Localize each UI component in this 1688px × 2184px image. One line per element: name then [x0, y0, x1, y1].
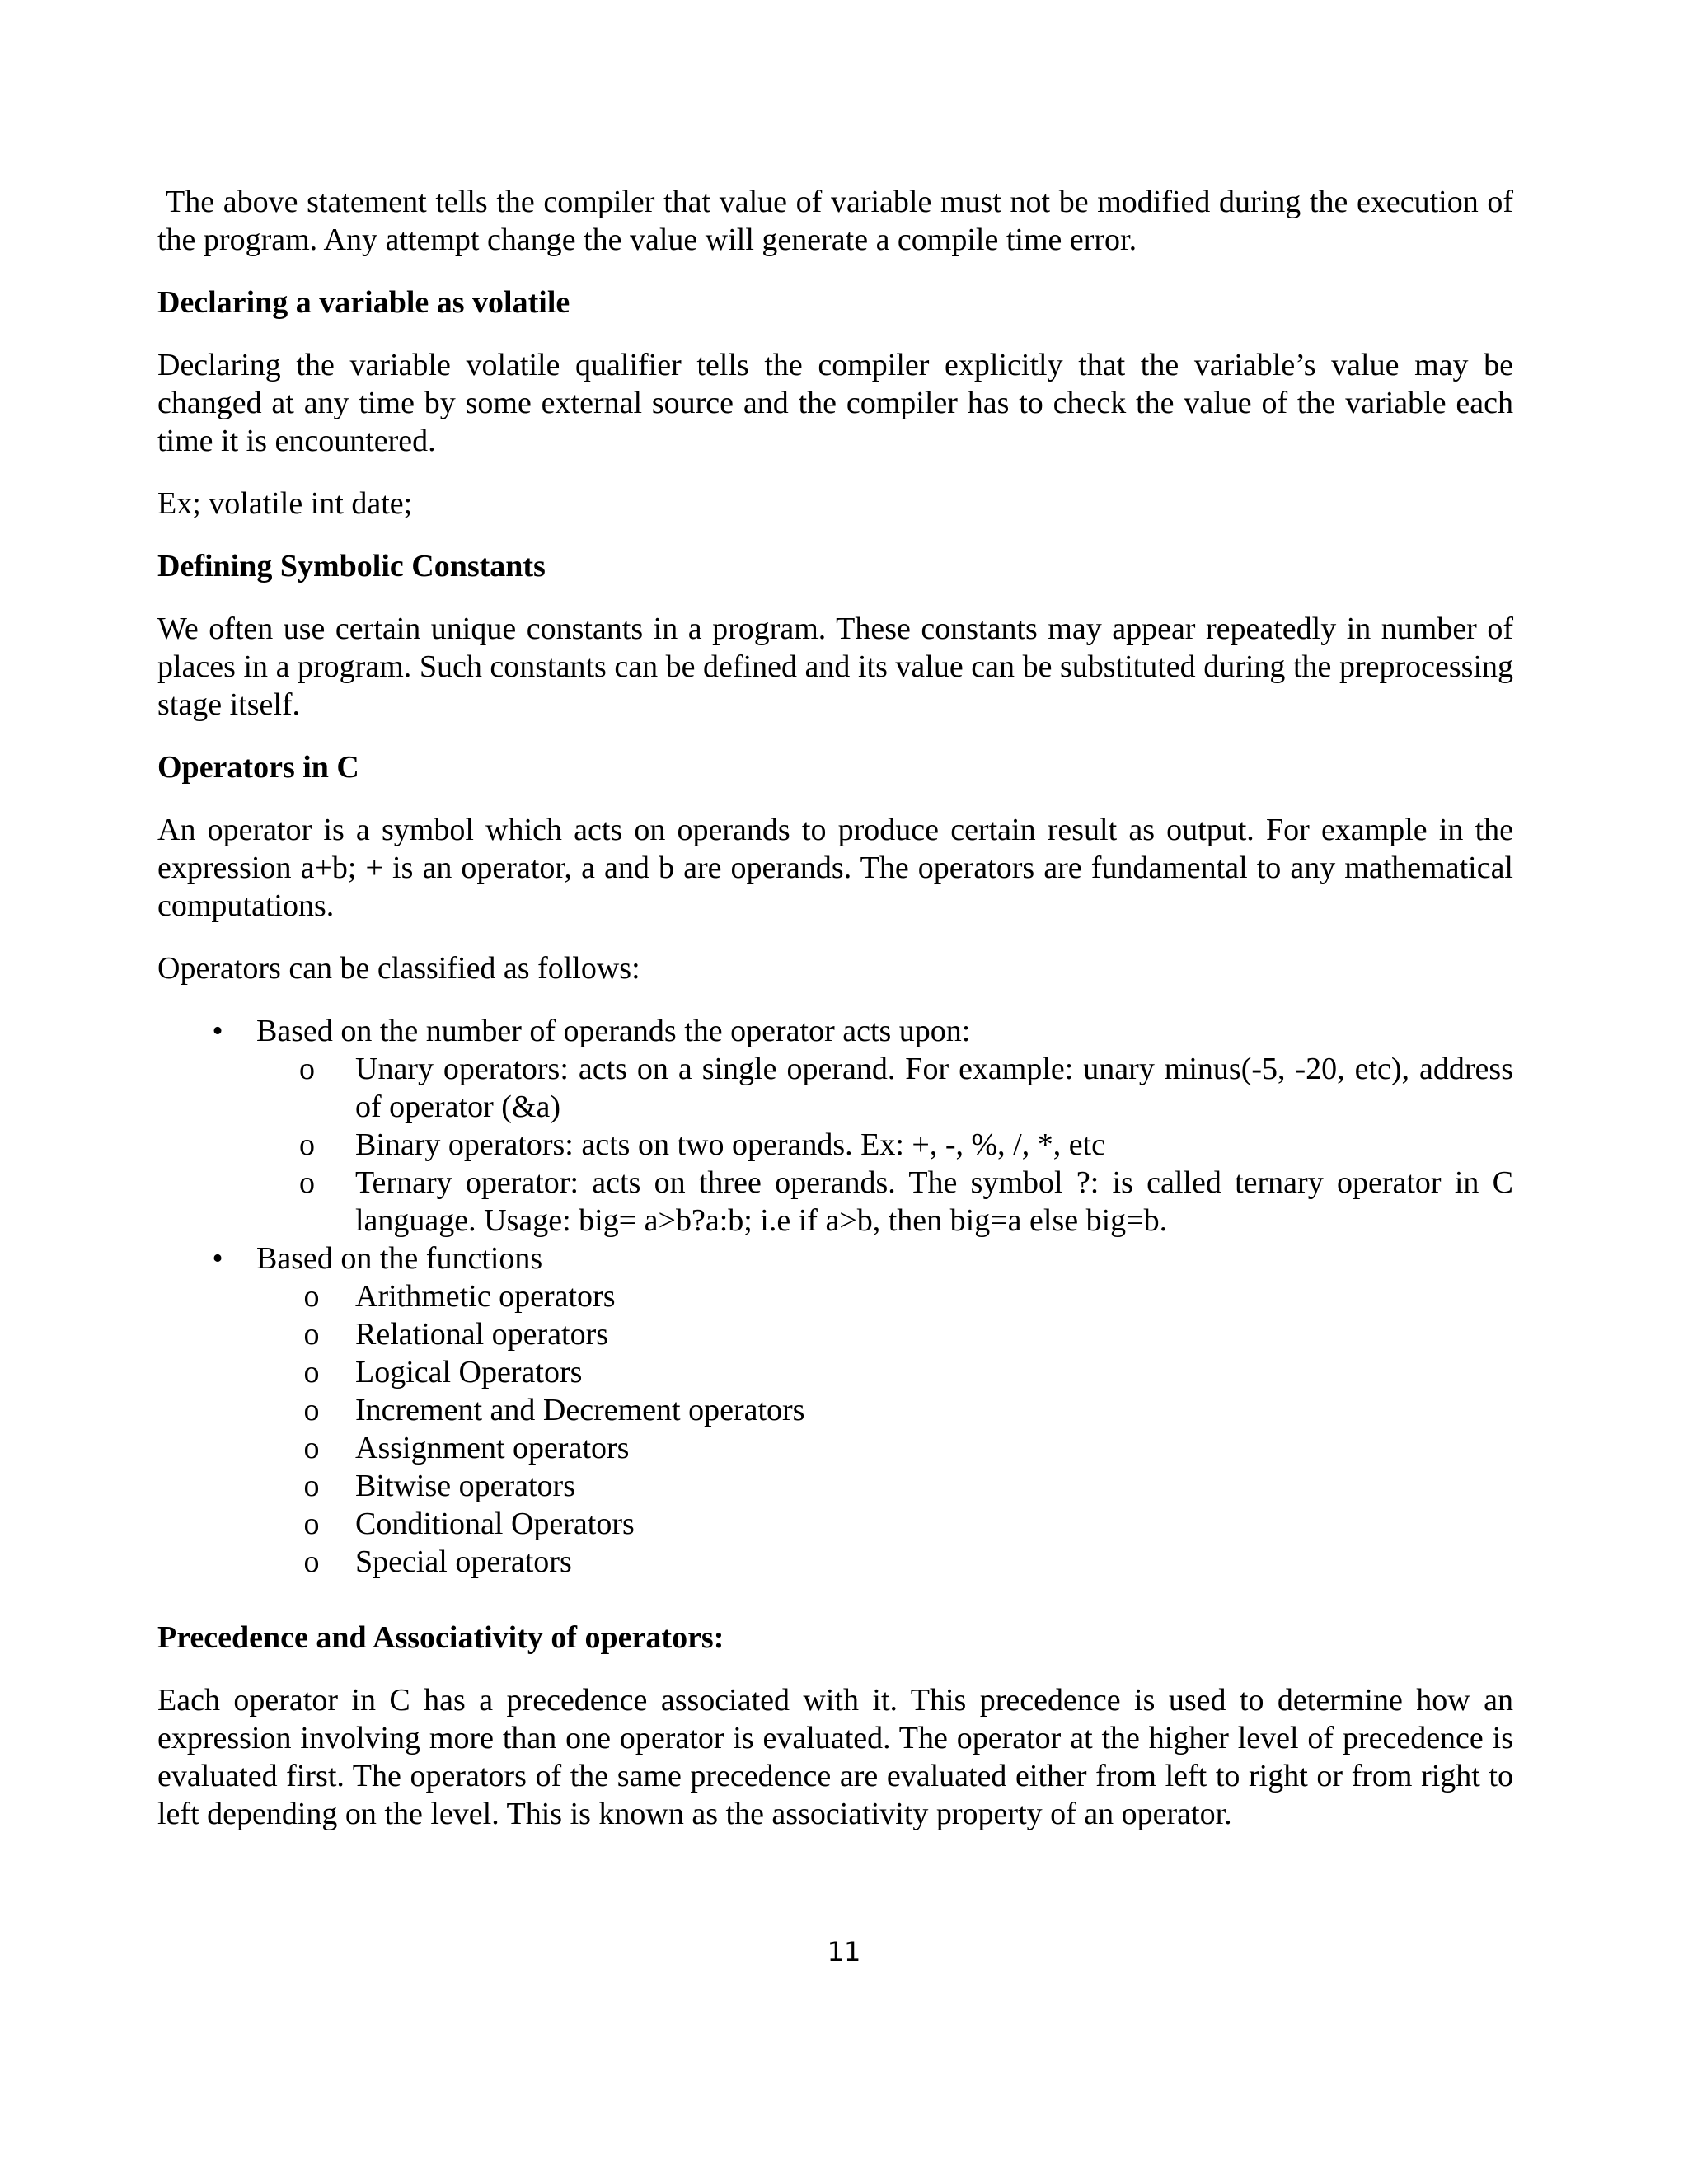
precedence-paragraph: Each operator in C has a precedence associated with it. This precedence is used to determine how an expression involving more than one operator is evaluated. The operator at the higher level of precedence is evaluated first. The operators of the same precedence are evaluated either from left to right or from right to left depending on the level. This is known as the associativity property of an operator.	[157, 1683, 1513, 1831]
sub-list-item	[256, 1164, 1513, 1240]
sub-list-item	[256, 1505, 1513, 1543]
symbolic-constants-paragraph: We often use certain unique constants in a program. These constants may appear repeatedly in number of places in a program. Such constants can be defined and its value can be substituted during the preprocessing stage itself.	[157, 612, 1513, 722]
page-number: 11	[827, 1936, 861, 1967]
sub-list-item-text: Special operators	[355, 1544, 572, 1579]
sub-list-item	[256, 1543, 1513, 1581]
heading-volatile: Declaring a variable as volatile	[157, 285, 570, 320]
sub-list-item-text: Binary operators: acts on two operands. Ex: +, -, %, /, *, etc	[355, 1127, 1105, 1162]
heading-symbolic-constants: Defining Symbolic Constants	[157, 549, 546, 583]
classification-list	[157, 1012, 1513, 1581]
sub-list-item	[256, 1467, 1513, 1505]
sub-bullet-icon: o	[303, 1393, 320, 1427]
sub-list-item-text: Bitwise operators	[355, 1469, 576, 1503]
sub-list-item-text: Increment and Decrement operators	[355, 1393, 805, 1427]
volatile-example: Ex; volatile int date;	[157, 486, 413, 521]
sub-list-item-text: Assignment operators	[355, 1431, 630, 1465]
sub-bullet-icon: o	[299, 1165, 315, 1200]
bullet-icon: •	[212, 1014, 223, 1048]
list-item-label: Based on the number of operands the operator acts upon:	[256, 1014, 971, 1048]
sub-bullet-icon: o	[299, 1127, 315, 1162]
sub-bullet-icon: o	[303, 1317, 320, 1352]
sub-list-item	[256, 1315, 1513, 1353]
intro-paragraph: The above statement tells the compiler that value of variable must not be modified during the execution of the program. Any attempt change the value will generate a compile time error.	[157, 185, 1513, 257]
sub-bullet-icon: o	[303, 1469, 320, 1503]
sub-bullet-icon: o	[303, 1431, 320, 1465]
sub-list-item	[256, 1050, 1513, 1126]
sub-bullet-icon: o	[303, 1544, 320, 1579]
sub-list-item	[256, 1353, 1513, 1391]
sub-list-item-text: Arithmetic operators	[355, 1279, 616, 1314]
list-item-label: Based on the functions	[256, 1241, 543, 1276]
sub-list-item-text: Relational operators	[355, 1317, 609, 1352]
heading-precedence: Precedence and Associativity of operators:	[157, 1620, 724, 1655]
operators-classification-intro: Operators can be classified as follows:	[157, 951, 640, 986]
list-item	[157, 1012, 1513, 1240]
sub-bullet-icon: o	[299, 1052, 315, 1086]
operators-paragraph: An operator is a symbol which acts on operands to produce certain result as output. For example in the expression a+b; + is an operator, a and b are operands. The operators are fundamental to any mathematical computations.	[157, 813, 1513, 923]
sub-list-item	[256, 1391, 1513, 1429]
sub-list-item-text: Conditional Operators	[355, 1507, 635, 1541]
sub-list-item-text: Ternary operator: acts on three operands. The symbol ?: is called ternary operator in C language. Usage: big= a>b?a:b; i.e if a>b, then big=a else big=b.	[355, 1165, 1513, 1238]
list-item	[157, 1240, 1513, 1581]
sub-list-item-text: Logical Operators	[355, 1355, 583, 1390]
heading-operators-in-c: Operators in C	[157, 750, 359, 785]
sub-list-item-text: Unary operators: acts on a single operand. For example: unary minus(-5, -20, etc), address of operator (&a)	[355, 1052, 1513, 1124]
sub-list-item	[256, 1429, 1513, 1467]
sub-list	[256, 1050, 1513, 1240]
sub-list-item	[256, 1126, 1513, 1164]
sub-list-item	[256, 1277, 1513, 1315]
bullet-icon: •	[212, 1241, 223, 1276]
sub-bullet-icon: o	[303, 1279, 320, 1314]
volatile-paragraph: Declaring the variable volatile qualifier tells the compiler explicitly that the variable’s value may be changed at any time by some external source and the compiler has to check the value of the variable each time it is encountered.	[157, 348, 1513, 458]
sub-bullet-icon: o	[303, 1355, 320, 1390]
sub-list	[256, 1277, 1513, 1581]
page-content	[157, 183, 1513, 1833]
sub-bullet-icon: o	[303, 1507, 320, 1541]
